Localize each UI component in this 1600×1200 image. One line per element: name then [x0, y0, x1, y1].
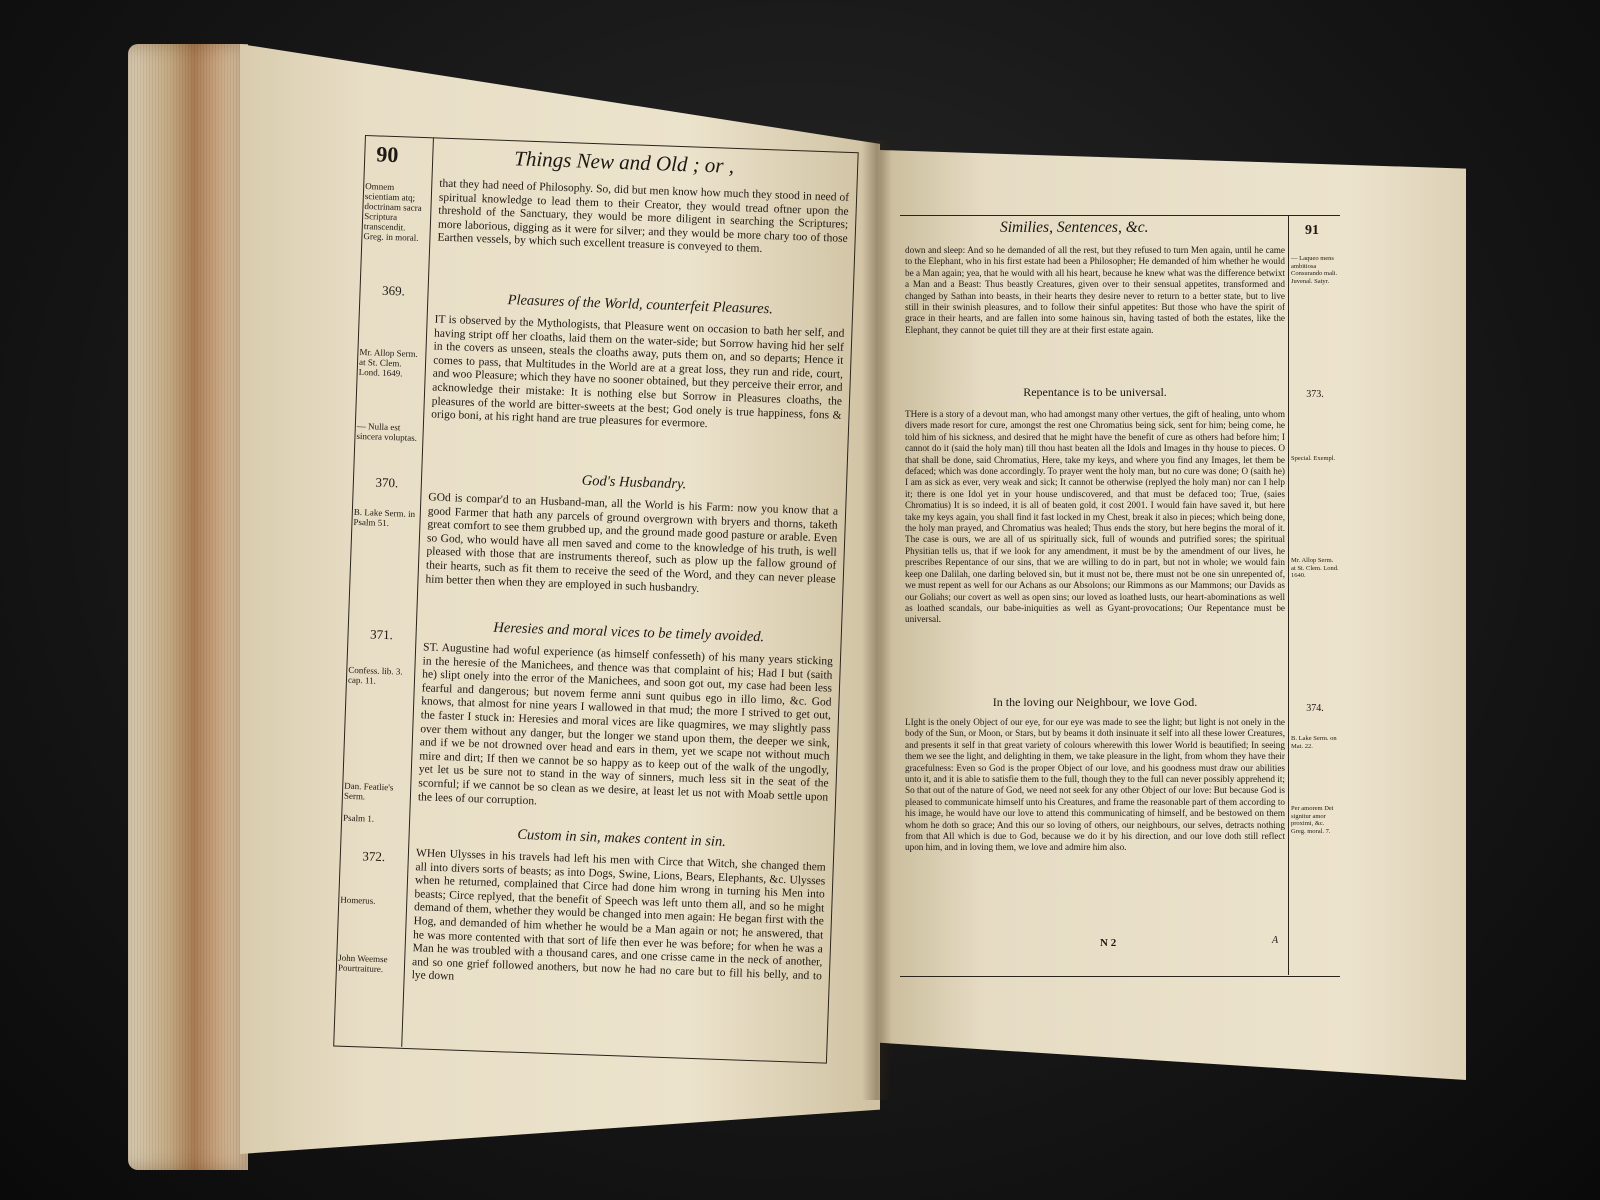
section-heading: God's Husbandry. [581, 472, 687, 493]
section-paragraph: THere is a story of a devout man, who had amongst many other vertues, the gift of healing, unto whom divers made resort for cure, amongst the rest one Chromatius being sick, sent for him; being come, he told him of his sickness, and desired that he might have the benefit of cure as others had before him; I cannot do it (said the holy man) till thou hast beaten all the Idols and Images in thy house to pieces. O that shall be done, said Chromatius, Here, take my keys, and where you find any Images, let them be defaced; which was done accordingly. To prayer went the holy man, but no cure was done; O (saith he) I am as sick as ever, very weak and sick; It cannot be otherwise (replyed the holy man) nor can I help it; there is one Idol yet in your house undiscovered, and that must be defaced too; True, (saies Chromatius) It is so indeed, it is all of beaten gold, it cost 2001. I would fain have saved it, but here take my keys again, you shall find it fast locked in my Chest, break it also in pieces; which being done, the holy man prayed, and Chromatius was healed; Thus ends the story, but here begins the moral of it. The case is ours, we are all of us spiritually sick, full of wounds and putrified sores; the spiritual Physitian tells us, that if we look for any amendment, it must be by the amendment of our lives, he prescribes Repentance of our sins, that we are willing to do in part, but not in whole; we would fain keep one Dalilah, one darling beloved sin, but it must not be, there must not be one sin unrepented of, we must repent as well for our Achans as our Absolons; our Rimmons as our Mammons; our Davids as our Goliahs; our covert as well as open sins; our loved as loathed lusts, our heart-abominations as well as loathed scandals, our babe-iniquities as well as Gyant-provocations; Our Repentance must be universal. [905, 409, 1285, 625]
section-heading: Pleasures of the World, counterfeit Pleasures. [507, 292, 774, 318]
left-margin-note: Mr. Allop Serm. at St. Clem. Lond. 1649. [358, 346, 419, 379]
right-margin-number: 374. [1306, 703, 1324, 714]
section-paragraph: ST. Augustine had woful experience (as himself confesseth) of his many years sticking in the heresie of the Manichees, and thence was that complaint of his; Had I but (saith he) slipt onely into the error of the Manichees, and soon got out, my case had been less fearful and dangerous; but novem ferme anni sunt quibus ego in illo limo, &c. God knows, that almost for nine years I wallowed in that mud; the more I strived to get out, the faster I stuck in: Heresies and moral vices are like quagmires, we may slightly pass over them without any danger, but the longer we stand upon them, the deeper we sink, and if we be not drowned over head and ears in them, yet we scape not without much mire and dirt; If then we cannot be so happy as to keep out of the walk of the ungodly, yet let us be sure not to stand in the way of sinners, much less sit in the seat of the scornful; if we cannot be so clean as we desire, at least let us not with Moab settle upon the lees of our corruption. [417, 641, 834, 807]
right-intro-paragraph: down and sleep: And so he demanded of all the rest, but they refused to turn Men again, until he came to the Elephant, who in his first estate had been a Philosopher; He demanded of him whether he would be a Man again; yea, that he would with all his heart, because he knew what was the difference betwixt a Man and a Beast: Thus beastly Creatures, given over to their sensual appetites, transformed and changed by Sathan into beasts, in their hearts they desire never to return to a better state, but to live still in their swinish pleasures, and to follow their sinful appetites: But those who have the spirit of grace in their hearts, and are fallen into some hainous sin, having tasted of both the estates, like the Elephant, they cannot be quiet till they are at their first estate again. [905, 245, 1285, 335]
left-running-header: Things New and Old ; or , [513, 146, 735, 178]
left-page-text-block [333, 135, 865, 1072]
right-margin-note: B. Lake Serm. on Mat. 22. [1291, 735, 1337, 750]
right-margin-number: 373. [1306, 389, 1324, 400]
right-running-header: Similies, Sentences, &c. [1000, 219, 1149, 236]
left-page-number: 90 [375, 141, 399, 168]
signature-mark: N 2 [1100, 937, 1117, 949]
section-heading: Custom in sin, makes content in sin. [517, 826, 727, 851]
left-margin-note: — Nulla est sincera voluptas. [356, 420, 418, 443]
right-margin-note: — Laqueo mens ambitiosa Consurando mali. Juvenal. Satyr. [1291, 255, 1338, 285]
left-margin-number: 372. [362, 848, 386, 865]
left-margin-note: B. Lake Serm. in Psalm 51. [353, 506, 416, 529]
right-margin-rule [1288, 215, 1289, 975]
left-margin-note: John Weemse Pourtraiture. [337, 952, 388, 975]
section-paragraph: WHen Ulysses in his travels had left his men with Circe that Witch, she changed them all into divers sorts of beasts; as into Dogs, Swine, Lions, Bears, Elephants, &c. Ulysses when he returned, complained that Circe had done him wrong in turning his Men into beasts; Circe replyed, that the benefit of Speech was left unto them all, and so he might demand of them, whether they would be changed into men again: He began first with the Hog, and demanded of him whether he would be a Man again or not; he answered, that he was more contented with that sort of life then ever he was before; for when he was a Man he was troubled with a thousand cares, and one crisse came in the neck of another, and so one grief followed anothers, but now he had no care but to fill his belly, and to lye down [411, 847, 826, 983]
book-page-edges [128, 44, 248, 1170]
right-page-number: 91 [1305, 223, 1319, 238]
left-margin-note: Confess. lib. 3. cap. 11. [347, 664, 403, 686]
left-margin-number: 371. [369, 626, 394, 643]
section-paragraph: GOd is compar'd to an Husband-man, all the World is his Farm: now you know that a good Farmer that hath any parcels of ground overgrown with bryers and thorns, taketh great comfort to see them grubbed up, and the ground made good pasture or arable. Even so God, who would have all men saved and come to the knowledge of his truth, is well pleased with those that are instruments thereof, such as plow up the fallow ground of their hearts, such as fit them to receive the seed of the Word, and they can never please him better then when they are employed in such husbandry. [425, 491, 839, 595]
section-paragraph: IT is observed by the Mythologists, that Pleasure went on occasion to bath her self, and having stript off her cloaths, laid them on the water-side; but Sorrow having hid her self in the covers as unseen, steals the cloaths away, puts them on, and so departs; Hence it comes to pass, that Multitudes in the World are at a great loss, they run and ride, court, and woo Pleasure; which they have no sooner obtained, but they perceive their error, and acknowledge their mistake: It is nothing else but Sorrow in Pleasures cloaths, the pleasures of the world are bitter-sweets at the best; God onely is true happiness, fons & origo boni, at his right hand are true pleasures for evermore. [431, 313, 845, 431]
left-intro-paragraph: that they had need of Philosophy. So, did but men know how much they stood in need of spiritual knowledge to lead them to their Creator, they would tread oftner upon the threshold of the Sanctuary, they would be more diligent in searching the Scriptures; more laborious, digging as it were for silver; and they would be more chary too of those Earthen vessels, by which such excellent treasure is conveyed to them. [437, 177, 850, 256]
right-margin-note: Per amorem Dei signitur amor proximi, &c. Greg. moral. 7. [1291, 805, 1334, 835]
left-margin-number: 370. [375, 474, 399, 491]
left-margin-number: 369. [381, 282, 406, 299]
right-margin-note: Special. Exempl. [1291, 455, 1336, 462]
right-page-text-block [900, 215, 1418, 985]
book-gutter [862, 140, 892, 1100]
section-heading: Repentance is to be universal. [1023, 385, 1167, 399]
left-margin-note: Homerus. [340, 894, 376, 906]
section-paragraph: LIght is the onely Object of our eye, for our eye was made to see the light; but light is not onely in the body of the Sun, or Moon, or Stars, but by beams it doth insinuate it self into all these lower Creatures, and presents it self in that great variety of colours wherewith this lower World is beautified; In seeing them we see the light, and delighting in them, we take pleasure in the light, from whom they have their gracefulness: Even so God is the proper Object of our love, and his goodness must draw our abilities unto it, and it is able to satisfie them to the full, though they to the full can never possibly apprehend it; So that out of the nature of God, we need not seek for any other Object of our love: But because God is pleased to communicate himself unto his Creatures, and frame the reasonable part of them according to his image, he would have our love to attend this communicating of himself, and be bestowed on them whom he doth so grace; And this our so loving of others, our neighbours, our selves, detracts nothing from that All which is due to God, because we do it by his direction, and our love doth still reflect upon him, and in loving them, we love and admire him also. [905, 717, 1285, 853]
right-margin-note: Mr. Allop Serm. at St. Clem. Lond. 1640. [1291, 557, 1339, 579]
catchword: A [1272, 935, 1279, 946]
left-margin-note: Dan. Featlie's Serm. [343, 780, 394, 802]
section-heading: Heresies and moral vices to be timely avoided. [493, 619, 765, 646]
section-heading: In the loving our Neighbour, we love God. [992, 695, 1198, 709]
left-margin-note: Omnem scientiam atq; doctrinam sacra Scriptura transcendit. Greg. in moral. [363, 181, 422, 243]
left-margin-note: Psalm 1. [342, 812, 375, 824]
